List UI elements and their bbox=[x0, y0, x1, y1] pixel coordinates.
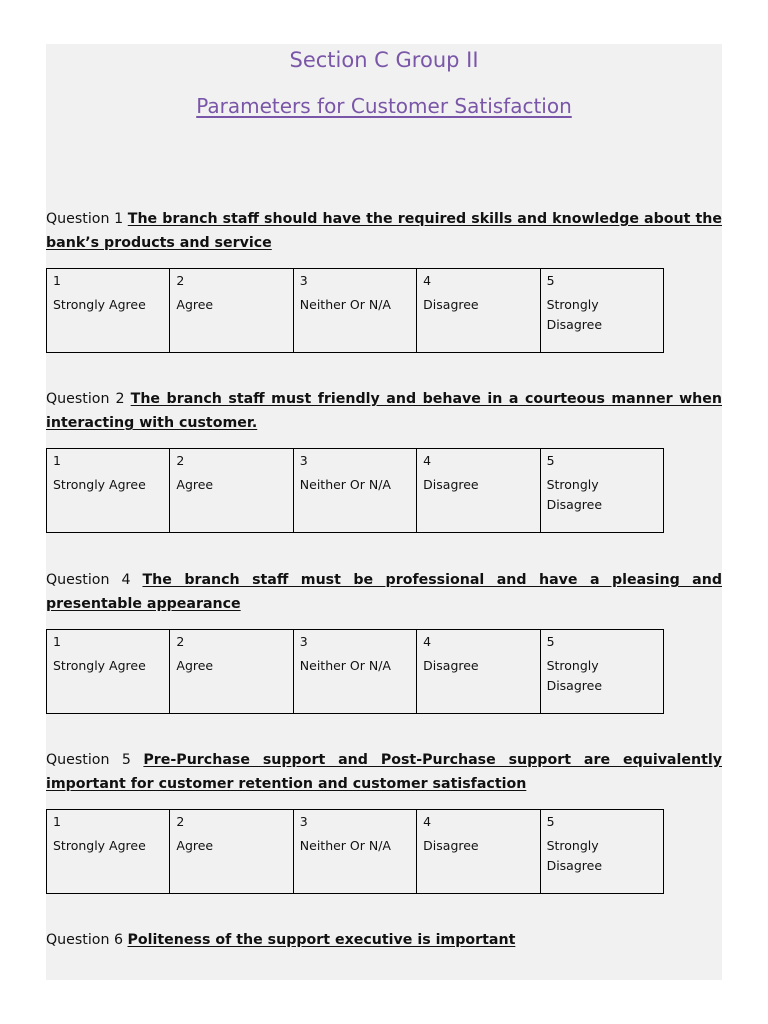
section-title: Section C Group II bbox=[289, 48, 479, 72]
question-4 bbox=[46, 568, 722, 616]
question-6 bbox=[46, 928, 722, 952]
rating-option-4[interactable]: 4 Disagree bbox=[417, 269, 540, 353]
rating-option-3[interactable]: 3 Neither Or N/A bbox=[293, 630, 416, 714]
question-label: Question 2 bbox=[46, 391, 125, 407]
rating-option-5[interactable]: 5 Strongly Disagree bbox=[540, 269, 663, 353]
page-subtitle: Parameters for Customer Satisfaction bbox=[196, 94, 572, 118]
table-row bbox=[47, 449, 664, 533]
rating-option-3[interactable]: 3 Neither Or N/A bbox=[293, 449, 416, 533]
rating-option-4[interactable]: 4 Disagree bbox=[417, 630, 540, 714]
question-label: Question 6 bbox=[46, 932, 123, 948]
question-text: The branch staff must friendly and behave in a courteous manner when interacting with customer. bbox=[46, 391, 723, 431]
rating-table-q2 bbox=[46, 448, 664, 533]
question-label: Question 4 bbox=[46, 572, 131, 588]
rating-option-2[interactable]: 2 Agree bbox=[170, 630, 293, 714]
rating-option-3[interactable]: 3 Neither Or N/A bbox=[293, 810, 416, 894]
question-text: Politeness of the support executive is important bbox=[127, 932, 516, 948]
rating-option-5[interactable]: 5 Strongly Disagree bbox=[540, 449, 663, 533]
question-text: The branch staff should have the required skills and knowledge about the bank’s products and service bbox=[46, 211, 722, 251]
rating-option-5[interactable]: 5 Strongly Disagree bbox=[540, 630, 663, 714]
rating-option-2[interactable]: 2 Agree bbox=[170, 449, 293, 533]
rating-option-4[interactable]: 4 Disagree bbox=[417, 810, 540, 894]
rating-option-4[interactable]: 4 Disagree bbox=[417, 449, 540, 533]
question-2 bbox=[46, 387, 722, 435]
document-page bbox=[46, 44, 722, 980]
question-text: The branch staff must be professional and have a pleasing and presentable appearance bbox=[46, 572, 722, 612]
table-row bbox=[47, 810, 664, 894]
table-row bbox=[47, 630, 664, 714]
rating-option-1[interactable]: 1 Strongly Agree bbox=[47, 269, 170, 353]
rating-option-2[interactable]: 2 Agree bbox=[170, 810, 293, 894]
rating-option-3[interactable]: 3 Neither Or N/A bbox=[293, 269, 416, 353]
rating-option-1[interactable]: 1 Strongly Agree bbox=[47, 630, 170, 714]
question-1 bbox=[46, 207, 722, 255]
rating-option-5[interactable]: 5 Strongly Disagree bbox=[540, 810, 663, 894]
question-label: Question 5 bbox=[46, 752, 131, 768]
rating-option-2[interactable]: 2 Agree bbox=[170, 269, 293, 353]
question-text: Pre-Purchase support and Post-Purchase support are equivalently important for customer retention and customer satisfaction bbox=[46, 752, 722, 792]
table-row bbox=[47, 269, 664, 353]
rating-table-q5 bbox=[46, 809, 664, 894]
rating-option-1[interactable]: 1 Strongly Agree bbox=[47, 449, 170, 533]
rating-table-q1 bbox=[46, 268, 664, 353]
rating-table-q4 bbox=[46, 629, 664, 714]
question-5 bbox=[46, 748, 722, 796]
rating-option-1[interactable]: 1 Strongly Agree bbox=[47, 810, 170, 894]
question-label: Question 1 bbox=[46, 211, 124, 227]
